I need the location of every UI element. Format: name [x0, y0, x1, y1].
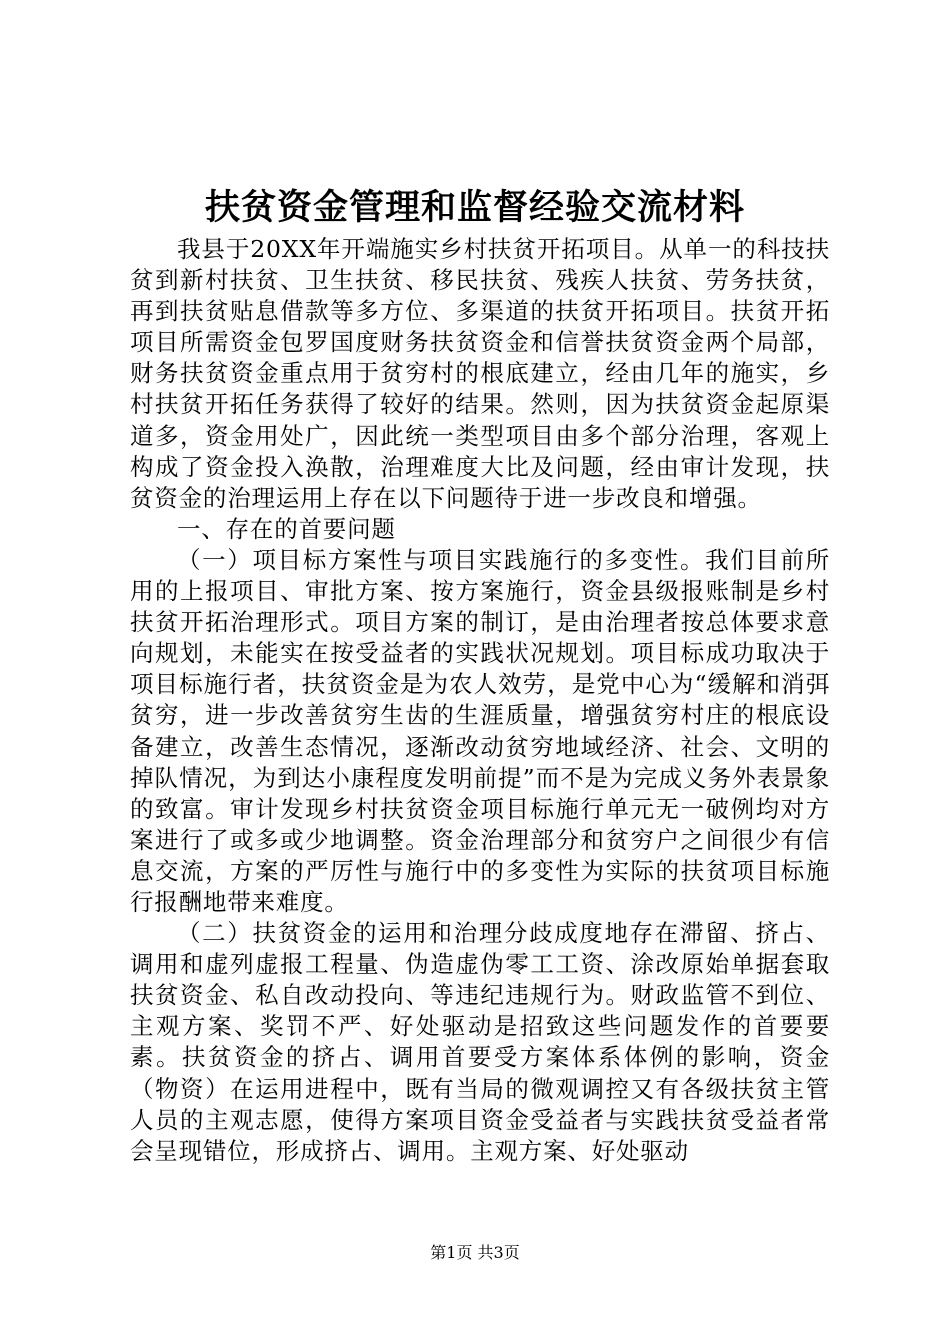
section-heading: 一、存在的首要问题 — [177, 514, 396, 543]
document-body — [130, 234, 830, 1167]
paragraph-intro: 我县于20XX年开端施实乡村扶贫开拓项目。从单一的科技扶贫到新村扶贫、卫生扶贫、移民扶贫、残疾人扶贫、劳务扶贫，再到扶贫贴息借款等多方位、多渠道的扶贫开拓项目。扶贫开拓项目所需资金包罗国度财务扶贫资金和信誉扶贫资金两个局部，财务扶贫资金重点用于贫穷村的根底建立，经由几年的施实，乡村扶贫开拓任务获得了较好的结果。然则，因为扶贫资金起原渠道多，资金用处广，因此统一类型项目由多个部分治理，客观上构成了资金投入涣散，治理难度大比及问题，经由审计发现，扶贫资金的治理运用上存在以下问题待于进一步改良和增强。 — [130, 235, 830, 512]
document-title: 扶贫资金管理和监督经验交流材料 — [204, 187, 745, 228]
paragraph-item-2: （二）扶贫资金的运用和治理分歧成度地存在滞留、挤占、调用和虚列虚报工程量、伪造虚伪零工工资、涂改原始单据套取扶贫资金、私自改动投向、等违纪违规行为。财政监管不到位、主观方案、奖罚不严、好处驱动是招致这些问题发作的首要要素。扶贫资金的挤占、调用首要受方案体系体例的影响，资金（物资）在运用进程中，既有当局的微观调控又有各级扶贫主管人员的主观志愿，使得方案项目资金受益者与实践扶贫受益者常会呈现错位，形成挤占、调用。主观方案、好处驱动 — [130, 919, 830, 1165]
paragraph-item-1: （一）项目标方案性与项目实践施行的多变性。我们目前所用的上报项目、审批方案、按方案施行，资金县级报账制是乡村扶贫开拓治理形式。项目方案的制订，是由治理者按总体要求意向规划，未能实在按受益者的实践状况规划。项目标成功取决于项目标施行者，扶贫资金是为农人效劳，是党中心为“缓解和消弭贫穷，进一步改善贫穷生齿的生涯质量，增强贫穷村庄的根底设备建立，改善生态情况，逐渐改动贫穷地域经济、社会、文明的掉队情况，为到达小康程度发明前提”而不是为完成义务外表景象的致富。审计发现乡村扶贫资金项目标施行单元无一破例均对方案进行了或多或少地调整。资金治理部分和贫穷户之间很少有信息交流，方案的严厉性与施行中的多变性为实际的扶贫项目标施行报酬地带来难度。 — [130, 545, 830, 916]
page-footer: 第1页 共3页 — [430, 1243, 520, 1262]
